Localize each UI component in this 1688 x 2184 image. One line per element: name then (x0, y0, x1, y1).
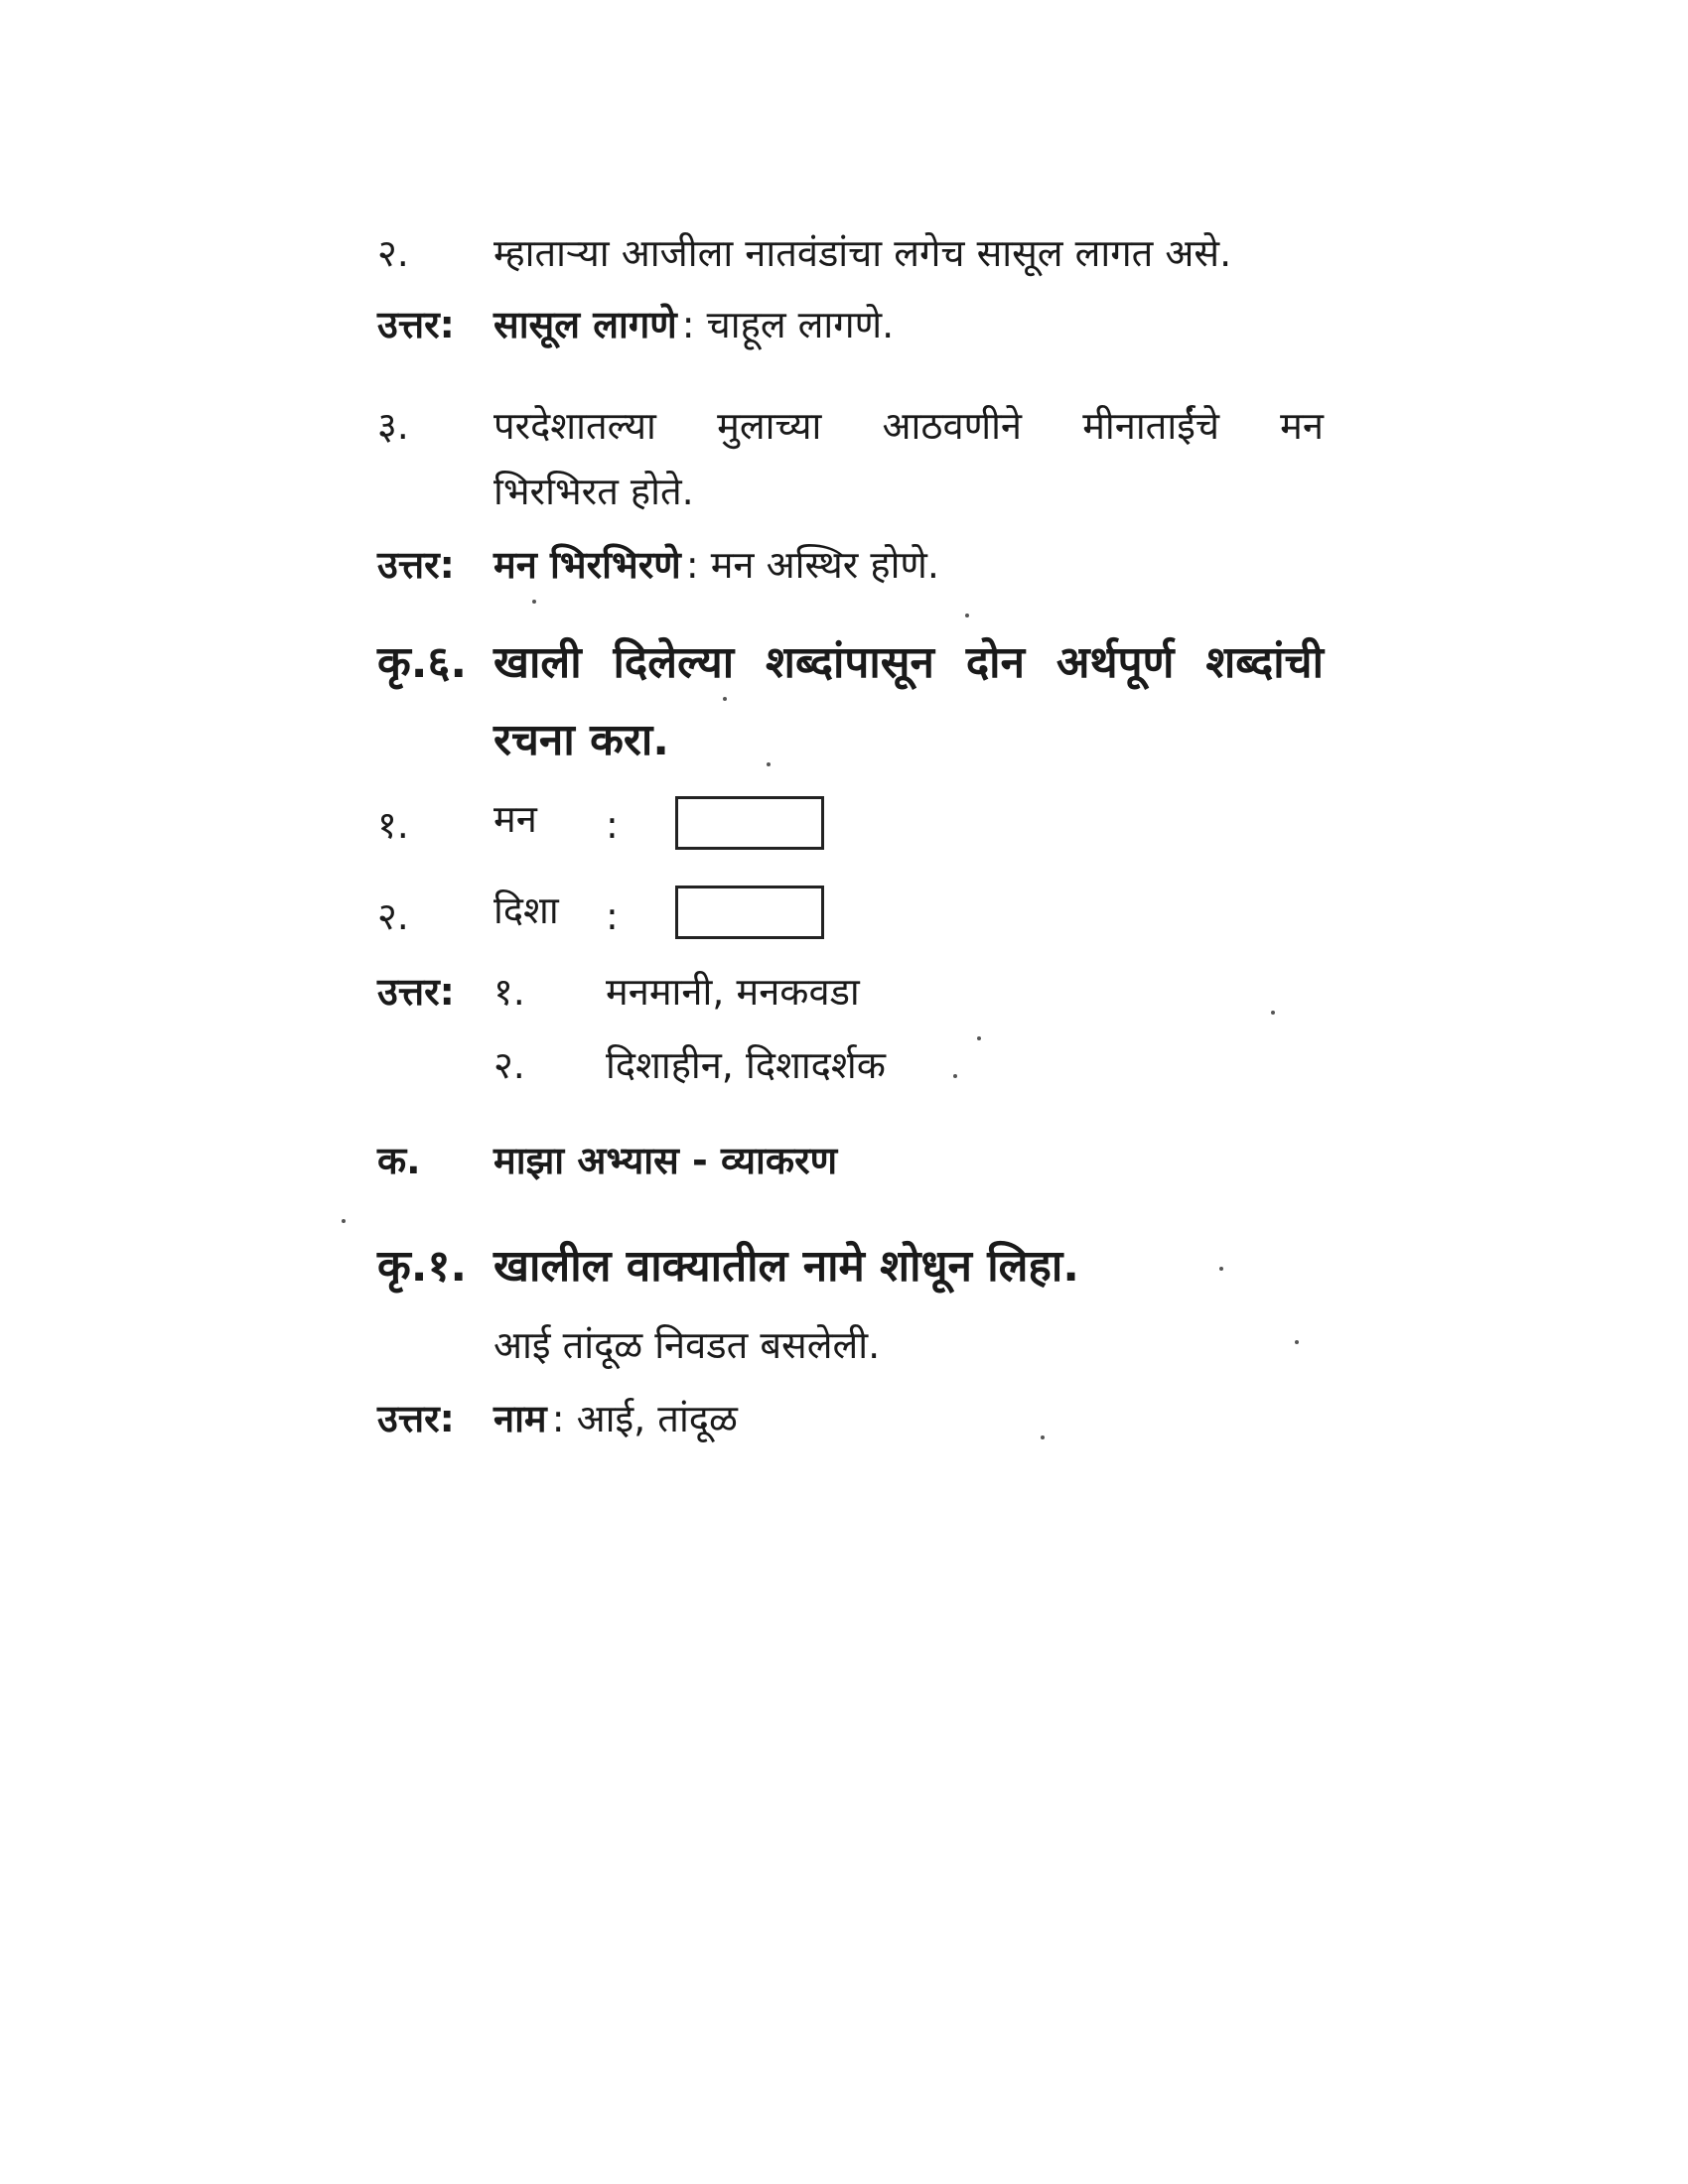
q2-sentence: म्हाताऱ्या आजीला नातवंडांचा लगेच सासूल लागत असे. (493, 231, 1232, 275)
q3-word: मुलाच्या (717, 404, 822, 448)
kr6-item-colon: : (606, 803, 619, 847)
kr6-heading-line1 (493, 637, 1324, 688)
scan-speck (767, 762, 771, 766)
scan-speck (953, 1074, 957, 1078)
q2-answer-label: उत्तर: (377, 303, 455, 346)
kr6-answer-text: दिशाहीन, दिशादर्शक (606, 1043, 886, 1087)
kr6-answer-text: मनमानी, मनकवडा (606, 970, 860, 1014)
scan-speck (977, 1036, 981, 1040)
kr6-heading-word: दोन (965, 637, 1025, 688)
kr6-item-word: दिशा (493, 888, 559, 932)
section-k-number: क. (377, 1139, 421, 1182)
q3-sentence-line1 (493, 404, 1324, 448)
q3-answer-term: मन भिरभिरणे (493, 543, 681, 587)
q3-answer (493, 543, 939, 587)
scan-speck (1219, 1267, 1223, 1271)
kr1-answer (493, 1397, 738, 1440)
kr1-answer-term: नाम (493, 1397, 547, 1440)
scan-speck (1271, 1011, 1275, 1015)
q2-answer-meaning: : चाहूल लागणे. (681, 303, 895, 346)
section-k-title: माझा अभ्यास - व्याकरण (493, 1139, 838, 1182)
kr6-heading-word: अर्थपूर्ण (1055, 637, 1175, 688)
q3-answer-label: उत्तर: (377, 543, 455, 587)
q3-word: मीनाताईंचे (1082, 404, 1219, 448)
kr6-answer-box[interactable] (675, 886, 824, 939)
kr6-number: कृ.६. (377, 637, 468, 688)
kr6-item-number: २. (377, 894, 409, 938)
kr6-answer-number: २. (493, 1043, 525, 1087)
q2-number: २. (377, 231, 409, 275)
kr1-answer-text: : आई, तांदूळ (551, 1397, 738, 1440)
scan-speck (342, 1219, 346, 1223)
q3-number: ३. (377, 404, 409, 448)
q3-word: आठवणीने (882, 404, 1022, 448)
kr6-item-colon: : (606, 894, 619, 938)
kr6-heading-line2: रचना करा. (493, 715, 669, 765)
scan-speck (965, 614, 969, 617)
kr1-number: कृ.१. (377, 1241, 468, 1292)
kr6-heading-word: शब्दांपासून (766, 637, 934, 688)
kr1-sentence: आई तांदूळ निवडत बसलेली. (493, 1323, 881, 1367)
kr6-item-word: मन (493, 797, 537, 841)
kr6-answer-label: उत्तर: (377, 970, 455, 1014)
q2-answer (493, 303, 895, 346)
q3-word: मन (1280, 404, 1324, 448)
kr6-heading-word: शब्दांची (1205, 637, 1324, 688)
kr6-answer-box[interactable] (675, 796, 824, 850)
scan-speck (723, 697, 727, 701)
q3-answer-meaning: : मन अस्थिर होणे. (685, 543, 939, 587)
q2-answer-term: सासूल लागणे (493, 303, 677, 346)
scan-speck (532, 600, 536, 604)
kr1-answer-label: उत्तर: (377, 1397, 455, 1440)
kr6-item-number: १. (377, 803, 409, 847)
q3-sentence-line2: भिरभिरत होते. (493, 470, 694, 513)
scan-speck (1041, 1435, 1045, 1439)
scan-speck (1295, 1340, 1299, 1344)
q3-word: परदेशातल्या (493, 404, 656, 448)
kr6-answer-number: १. (493, 970, 525, 1014)
kr1-heading: खालील वाक्यातील नामे शोधून लिहा. (493, 1241, 1079, 1292)
kr6-heading-word: दिलेल्या (613, 637, 735, 688)
kr6-heading-word: खाली (493, 637, 582, 688)
